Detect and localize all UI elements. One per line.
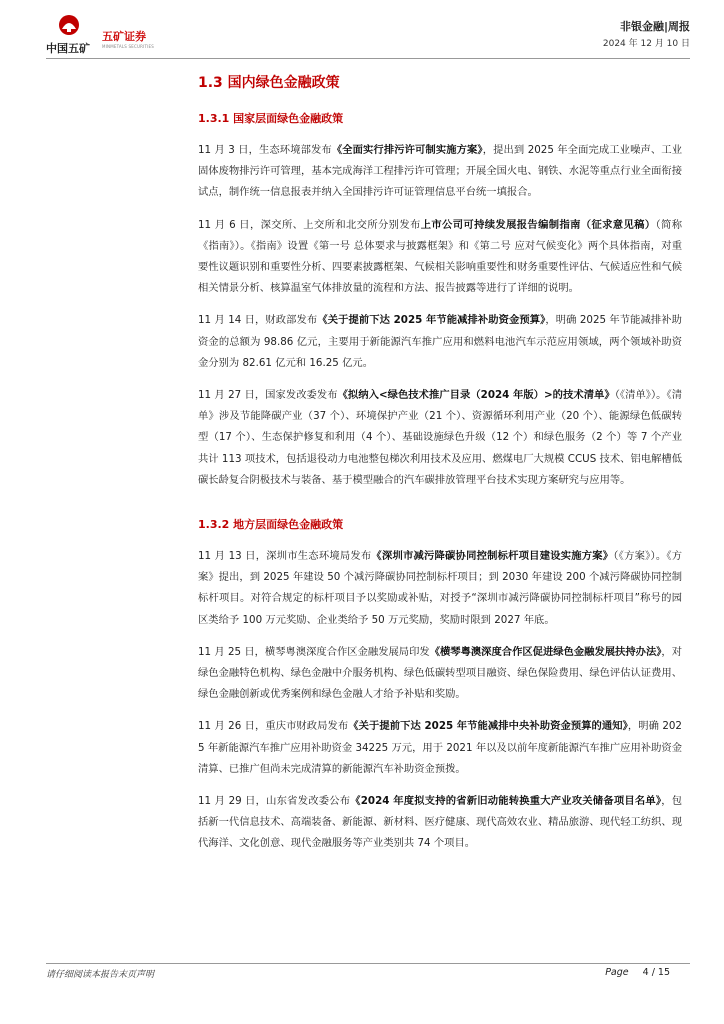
paragraph-text: 11 月 3 日，生态环境部发布 (198, 144, 332, 156)
policy-paragraph (198, 310, 682, 374)
report-date: 2024 年 12 月 10 日 (602, 39, 690, 49)
paragraph-text: ，明确 2025 年节能减排补助资金的总额为 98.86 亿元，主要用于新能源汽车推广应用和燃料电池汽车示范应用领域，两个领域补助资金分别为 82.61 亿元和 16.25 亿元。 (198, 314, 682, 369)
policy-paragraph (198, 791, 682, 855)
header-divider (46, 58, 690, 59)
report-type: 非银金融|周报 (619, 20, 690, 33)
page-header (0, 0, 724, 62)
subsection-heading-local: 1.3.2 地方层面绿色金融政策 (198, 518, 344, 532)
policy-title: 《关于提前下达 2025 年节能减排中央补助资金预算的通知》 (348, 720, 628, 733)
paragraph-text: 11 月 13 日，深圳市生态环境局发布 (198, 550, 372, 563)
paragraph-text: 11 月 14 日，财政部发布 (198, 314, 318, 327)
paragraph-text: ，包括新一代信息技术、高端装备、新能源、新材料、医疗健康、现代高效农业、精品旅游、现代轻工纺织、现代海洋、文化创意、现代金融服务等产业类别共 74 个项目。 (198, 795, 683, 850)
national-policy-list (198, 140, 682, 491)
paragraph-text: ，明确 2025 年新能源汽车推广应用补助资金 34225 万元，用于 2021 年以及以前年度新能源汽车推广应用补助资金清算、已推广但尚未完成清算的新能源汽车补助资金预拨。 (198, 720, 682, 775)
policy-title: 《全面实行排污许可制实施方案》 (331, 144, 483, 156)
subsection-heading-national: 1.3.1 国家层面绿色金融政策 (198, 112, 344, 125)
policy-paragraph (198, 140, 682, 204)
policy-title: 《2024 年度拟支持的省新旧动能转换重大产业攻关储备项目名单》 (350, 795, 662, 808)
logo-brand-text: 五矿证券 (102, 30, 146, 43)
company-logo (46, 14, 166, 58)
policy-title: 《拟纳入<绿色技术推广目录（2024 年版）>的技术清单》 (337, 389, 615, 402)
paragraph-text: ，对绿色金融特色机构、绿色金融中介服务机构、绿色低碳转型项目融资、绿色保险费用、绿色评估认证费用、绿色金融创新或优秀案例和绿色金融人才给予补贴和奖励。 (198, 645, 682, 701)
page-label: Page (605, 967, 629, 978)
page-indicator (605, 967, 670, 978)
paragraph-text: （《方案》）。《方案》提出，到 2025 年建设 50 个减污降碳协同控制标杆项目；到 2030 年建设 200 个减污降碳协同控制标杆项目。对符合规定的标杆项目予以奖励或补贴，对授予“深圳市减污降碳协同控制标杆项目”称号的园区类给予 100 万元奖励、企业类给予 50 万元奖励，奖励时限到 2027 年底。 (198, 550, 683, 626)
policy-paragraph (198, 385, 682, 491)
minmetals-logo-icon (58, 14, 80, 36)
page-number: 4 / 15 (642, 967, 670, 978)
policy-paragraph (198, 215, 682, 300)
section-gap (198, 502, 682, 516)
main-content (198, 70, 682, 866)
paragraph-text: 11 月 29 日，山东省发改委公布 (198, 795, 351, 808)
footer-divider (46, 963, 690, 964)
policy-paragraph (198, 716, 682, 780)
paragraph-text: ，提出到 2025 年全面完成工业噪声、工业固体废物排污许可管理，基本完成海洋工程排污许可管理；开展全国火电、钢铁、水泥等重点行业全面衔接试点，制作统一信息报表并纳入全国排污许可证管理信息平台统一填报合。 (198, 144, 682, 199)
policy-paragraph (198, 546, 682, 631)
paragraph-text: （《清单》）。《清单》涉及节能降碳产业（37 个）、环境保护产业（21 个）、资源循环利用产业（20 个）、能源绿色低碳转型（17 个）、生态保护修复和利用（4 个）、基础设施绿色升级（12 个）和绿色服务（2 个）等 7 个产业共计 113 项技术，包括退役动力电池整包梯次利用技术及应用、燃煤电厂大规模 CCUS 技术、铝电解槽低碳长龄复合阴极技术与装备、基于模型融合的汽车碳排放管理平台技术实现方案研究与应用等。 (198, 389, 683, 486)
paragraph-text: 11 月 27 日，国家发改委发布 (198, 389, 338, 402)
disclaimer-note: 请仔细阅读本报告末页声明 (46, 970, 155, 980)
paragraph-text: 11 月 6 日，深交所、上交所和北交所分别发布 (198, 218, 421, 231)
section-heading: 1.3 国内绿色金融政策 (198, 75, 340, 91)
policy-title: 《横琴粤澳深度合作区促进绿色金融发展扶持办法》 (429, 645, 662, 658)
paragraph-text: 11 月 26 日，重庆市财政局发布 (198, 720, 349, 733)
policy-paragraph (198, 642, 682, 706)
policy-title: 《关于提前下达 2025 年节能减排补助资金预算》 (317, 314, 546, 327)
policy-title: 《深圳市减污降碳协同控制标杆项目建设实施方案》 (371, 550, 614, 563)
logo-cn-text: 中国五矿 (46, 42, 90, 55)
paragraph-text: 11 月 25 日，横琴粤澳深度合作区金融发展局印发 (198, 645, 430, 658)
logo-en-text: MINMETALS SECURITIES (102, 44, 154, 49)
policy-title: 上市公司可持续发展报告编制指南（征求意见稿） (420, 218, 656, 231)
paragraph-text: （简称《指南》）。《指南》设置《第一号 总体要求与披露框架》和《第二号 应对气候变化》两个具体指南，对重要性议题识别和重要性分析、四要素披露框架、气候相关影响重要性和财务重要性评估、气候适应性和气候相关情景分析、核算温室气体排放量的流程和方法、报告披露等进行了详细的说明。 (198, 218, 682, 295)
local-policy-list (198, 546, 682, 855)
